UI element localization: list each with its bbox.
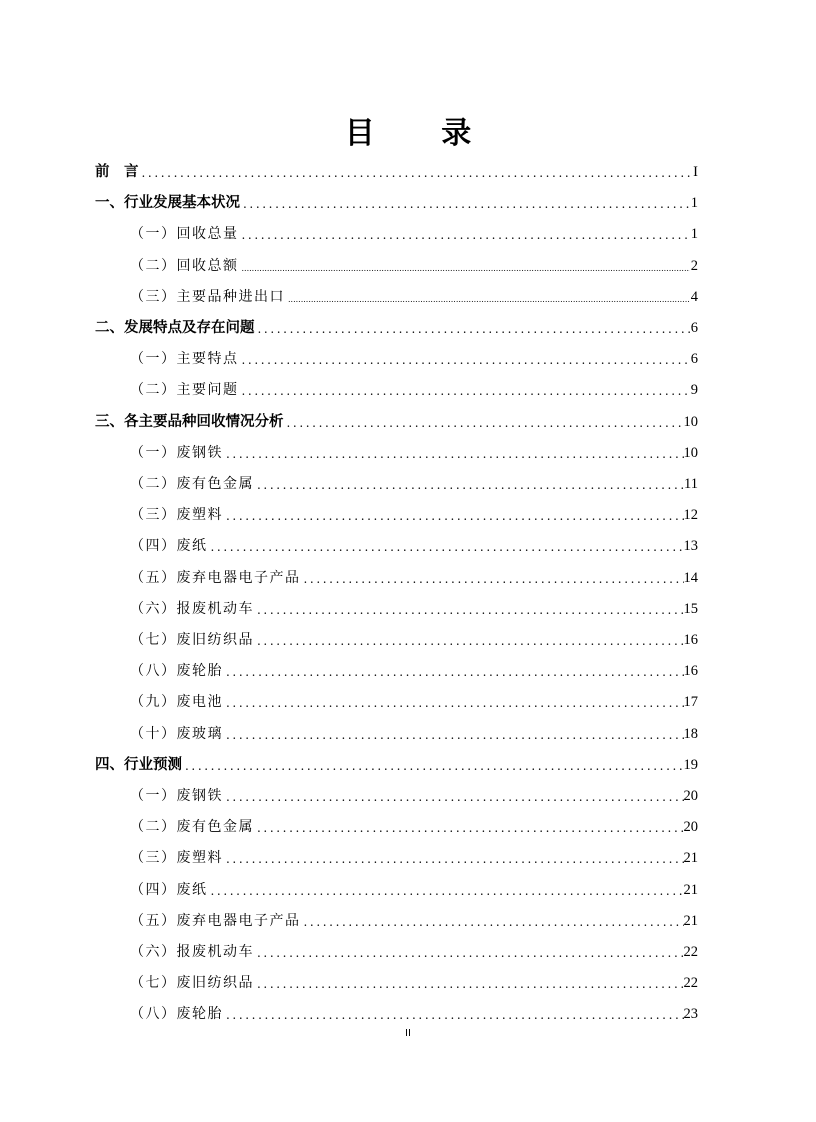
toc-entry-page-number: 18 xyxy=(683,725,698,742)
toc-entry-page-number: 20 xyxy=(683,788,698,804)
toc-section-entry[interactable] xyxy=(130,534,698,556)
toc-entry-label: （十）废玻璃 xyxy=(130,725,223,742)
toc-dot-leader xyxy=(239,351,691,369)
toc-entry-page-number: 20 xyxy=(683,819,698,836)
toc-chapter-entry[interactable] xyxy=(95,316,698,338)
toc-entry-page-number: 21 xyxy=(683,912,698,929)
toc-entry-label: 一、行业发展基本状况 xyxy=(95,195,240,212)
toc-section-entry[interactable] xyxy=(130,784,698,806)
toc-dot-leader xyxy=(208,538,684,556)
toc-dot-leader xyxy=(223,850,684,868)
toc-section-entry[interactable] xyxy=(130,1002,698,1024)
toc-dot-leader xyxy=(284,414,684,432)
toc-section-entry[interactable] xyxy=(130,878,698,900)
toc-section-entry[interactable] xyxy=(130,222,698,244)
toc-entry-page-number: 17 xyxy=(683,694,698,711)
toc-entry-label: （九）废电池 xyxy=(130,694,223,711)
toc-entry-page-number: 19 xyxy=(683,756,698,773)
toc-dot-leader xyxy=(223,445,684,463)
toc-entry-page-number: 21 xyxy=(683,850,698,867)
toc-entry-label: （六）报废机动车 xyxy=(130,944,254,960)
toc-entry-page-number: 16 xyxy=(683,632,698,648)
toc-entry-page-number: I xyxy=(693,164,698,180)
toc-dot-leader xyxy=(223,694,684,712)
toc-entry-label: （二）废有色金属 xyxy=(130,819,254,836)
toc-section-entry[interactable] xyxy=(130,690,698,712)
page-title: 目 录 xyxy=(344,116,500,151)
toc-dot-leader xyxy=(254,632,684,650)
toc-dot-leader xyxy=(208,882,684,900)
toc-entry-label: （一）主要特点 xyxy=(130,351,239,368)
toc-entry-page-number: 21 xyxy=(683,881,698,898)
toc-entry-page-number: 22 xyxy=(683,975,698,992)
toc-dot-leader xyxy=(223,663,684,681)
toc-section-entry[interactable] xyxy=(130,659,698,681)
page-number-footer: II xyxy=(405,1028,411,1039)
toc-entry-page-number: 15 xyxy=(683,600,698,617)
toc-section-entry[interactable] xyxy=(130,971,698,993)
toc-entry-label: （五）废弃电器电子产品 xyxy=(130,912,301,929)
toc-dot-leader xyxy=(254,601,684,619)
toc-entry-page-number: 9 xyxy=(690,382,698,399)
toc-section-entry[interactable] xyxy=(130,846,698,868)
toc-section-entry[interactable] xyxy=(130,566,698,588)
toc-section-entry[interactable] xyxy=(130,285,698,307)
toc-dot-leader xyxy=(285,293,690,307)
toc-entry-page-number: 13 xyxy=(683,538,698,555)
toc-section-entry[interactable] xyxy=(130,909,698,931)
toc-entry-label: （八）废轮胎 xyxy=(130,663,223,680)
toc-section-entry[interactable] xyxy=(130,503,698,525)
toc-entry-label: （四）废纸 xyxy=(130,538,208,555)
toc-entry-page-number: 14 xyxy=(683,569,698,586)
toc-dot-leader xyxy=(254,476,684,494)
toc-chapter-entry[interactable] xyxy=(95,160,698,182)
toc-dot-leader xyxy=(223,507,684,525)
toc-entry-label: （七）废旧纺织品 xyxy=(130,975,254,992)
toc-dot-leader xyxy=(223,788,684,806)
toc-entry-label: （二）废有色金属 xyxy=(130,476,254,492)
toc-chapter-entry[interactable] xyxy=(95,410,698,432)
toc-entry-label: （一）回收总量 xyxy=(130,226,239,243)
toc-chapter-entry[interactable] xyxy=(95,753,698,775)
toc-dot-leader xyxy=(223,1006,684,1024)
toc-entry-label: （一）废钢铁 xyxy=(130,444,223,461)
toc-entry-label: （八）废轮胎 xyxy=(130,1006,223,1023)
toc-entry-page-number: 1 xyxy=(690,226,698,243)
toc-entry-label: 四、行业预测 xyxy=(95,756,182,773)
toc-dot-leader xyxy=(254,819,684,837)
toc-entry-page-number: 22 xyxy=(683,944,698,960)
toc-dot-leader xyxy=(239,382,691,400)
toc-dot-leader xyxy=(301,570,684,588)
toc-entry-label: （二）主要问题 xyxy=(130,382,239,399)
toc-entry-label: （七）废旧纺织品 xyxy=(130,632,254,648)
toc-dot-leader xyxy=(254,975,684,993)
toc-entry-page-number: 1 xyxy=(690,195,698,212)
toc-entry-label: （六）报废机动车 xyxy=(130,600,254,617)
toc-entry-label: 二、发展特点及存在问题 xyxy=(95,320,255,336)
toc-entry-page-number: 6 xyxy=(690,351,698,368)
toc-section-entry[interactable] xyxy=(130,347,698,369)
toc-dot-leader xyxy=(254,944,684,962)
toc-entry-page-number: 4 xyxy=(690,288,698,305)
toc-section-entry[interactable] xyxy=(130,254,698,276)
toc-section-entry[interactable] xyxy=(130,815,698,837)
toc-entry-page-number: 12 xyxy=(683,507,698,524)
toc-entry-page-number: 10 xyxy=(683,444,698,461)
toc-dot-leader xyxy=(239,226,691,244)
toc-dot-leader xyxy=(255,320,691,338)
toc-entry-page-number: 10 xyxy=(683,413,698,430)
toc-section-entry[interactable] xyxy=(130,940,698,962)
toc-entry-label: 前 言 xyxy=(95,164,139,180)
toc-entry-label: （一）废钢铁 xyxy=(130,788,223,804)
toc-entry-label: （五）废弃电器电子产品 xyxy=(130,569,301,586)
toc-dot-leader xyxy=(240,195,690,213)
toc-entry-label: （三）废塑料 xyxy=(130,850,223,867)
toc-entry-page-number: 2 xyxy=(690,257,698,274)
toc-entry-page-number: 6 xyxy=(690,320,698,336)
toc-section-entry[interactable] xyxy=(130,722,698,744)
toc-section-entry[interactable] xyxy=(130,378,698,400)
toc-entry-label: （四）废纸 xyxy=(130,881,208,898)
toc-dot-leader xyxy=(139,164,691,182)
toc-entry-page-number: 23 xyxy=(683,1006,698,1023)
toc-dot-leader xyxy=(301,913,684,931)
toc-section-entry[interactable] xyxy=(130,441,698,463)
toc-section-entry[interactable] xyxy=(130,472,698,494)
toc-dot-leader xyxy=(223,726,684,744)
toc-section-entry[interactable] xyxy=(130,597,698,619)
toc-entry-page-number: 11 xyxy=(684,476,698,492)
toc-chapter-entry[interactable] xyxy=(95,191,698,213)
toc-dot-leader xyxy=(239,262,691,276)
toc-entry-page-number: 16 xyxy=(683,663,698,680)
toc-entry-label: （二）回收总额 xyxy=(130,257,239,274)
toc-section-entry[interactable] xyxy=(130,628,698,650)
toc-entry-label: （三）废塑料 xyxy=(130,507,223,524)
toc-entry-label: 三、各主要品种回收情况分析 xyxy=(95,413,284,430)
toc-entry-label: （三）主要品种进出口 xyxy=(130,288,285,305)
toc-dot-leader xyxy=(182,757,684,775)
